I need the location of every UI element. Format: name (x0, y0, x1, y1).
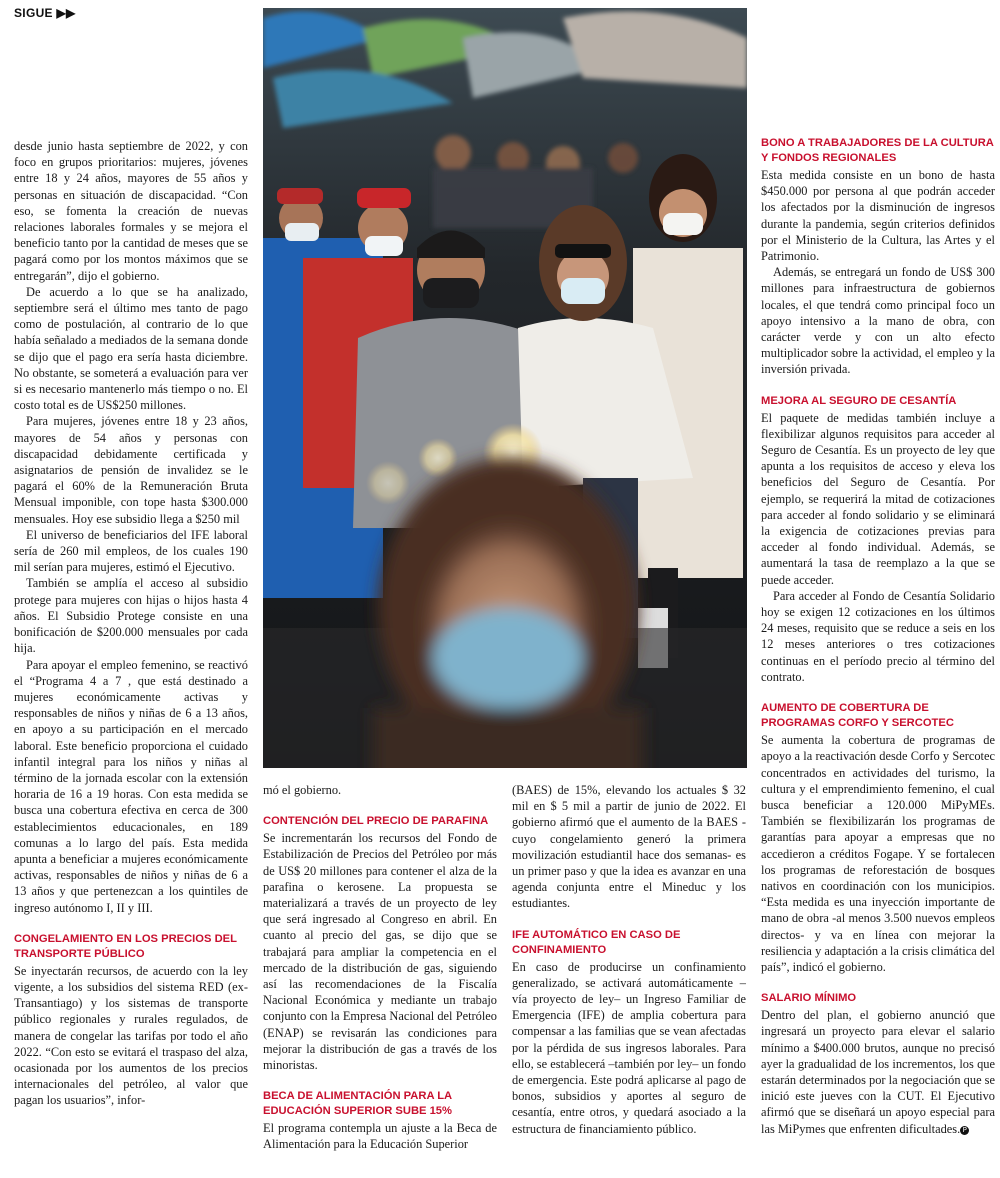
paragraph: Para apoyar el empleo femenino, se reactivó el “Programa 4 a 7 , que está destinado a mujeres económicamente activas y responsables de niños y niñas de 6 a 13 años, en apoyo a su participación en el mercado laboral. Este beneficio proporciona el cuidado infantil integral para los niños y niñas al término de la jornada escolar con la extensión horaria de 16 a 19 horas. Con esta medida se busca una cobertura efectiva en cerca de 300 establecimientos educacionales, en 189 comunas a lo largo del país. Esta medida apunta a beneficiar a mujeres económicamente activas, responsables de niños y niñas de 6 a 13 años y que pertenezcan a los quintiles de ingreso autónomo I, II y III. (14, 657, 248, 915)
crowd-photo (263, 8, 747, 768)
paragraph: También se amplía el acceso al subsidio protege para mujeres con hijas o hijos hasta 4 años. El Subsidio Protege consiste en una bonificación de $200.000 mensuales por cada hija. (14, 576, 248, 656)
paragraph: El paquete de medidas también incluye a flexibilizar algunos requisitos para acceder al Seguro de Cesantía. Es un proyecto de ley que apunta a los requisitos de acceso y eleva los beneficios del Seguro de Cesantía. Por ejemplo, se requerirá la mitad de cotizaciones para acceder al fondo solidario y se eliminará la exigencia de cotizaciones previas para acceder al fondo individual. Además, se aumentará la tasa de reemplazo a la que se puede acceder. (761, 410, 995, 587)
paragraph-text: Dentro del plan, el gobierno anunció que ingresará un proyecto para elevar el salario mínimo a $400.000 brutos, aunque no precisó ayer la gradualidad de los incrementos, los que estarán determinados por la negociación que se inició este jueves con la CUT. El Ejecutivo afirmó que se diseñará un apoyo especial para las MiPymes que enfrenten dificultades. (761, 1008, 995, 1136)
column-4 (761, 136, 995, 1137)
crowd-photo-icon (263, 8, 747, 768)
paragraph: (BAES) de 15%, elevando los actuales $ 32 mil en $ 5 mil a partir de junio de 2022. El gobierno afirmó que el aumento de la BAES -cuyo congelamiento generó la primera movilización estudiantil hace dos semanas- es un primer paso y que la idea es avanzar en una agenda conjunta entre el Mineduc y los estudiantes. (512, 783, 746, 911)
column-3 (512, 782, 746, 1137)
sigue-label: SIGUE ▶▶ (14, 6, 76, 20)
paragraph: El programa contempla un ajuste a la Beca de Alimentación para la Educación Superior (263, 1121, 497, 1152)
section-heading: CONGELAMIENTO EN LOS PRECIOS DEL TRANSPORTE PÚBLICO (14, 932, 237, 960)
paragraph: Se aumenta la cobertura de programas de apoyo a la reactivación desde Corfo y Sercotec concentrados en actividades del turismo, la cultura y el emprendimiento femenino, el cual busca beneficiar a 120.000 MiPyMEs. También se flexibilizarán los programas de garantías para apoyar a empresas que no accedieron a créditos Fogape. Y se fortalecen los programas de reforestación de bosques nativos en coordinación con los municipios. “Esta medida es una inyección importante de mano de obra -al menos 3.500 nuevos empleos directos- y va en línea con mejorar la resiliencia y adaptación a la crisis climática del país”, indicó el gobierno. (761, 733, 995, 974)
section-heading: IFE AUTOMÁTICO EN CASO DE CONFINAMIENTO (512, 928, 681, 956)
paragraph: En caso de producirse un confinamiento generalizado, se activará automáticamente –vía proyecto de ley– un Ingreso Familiar de Emergencia (IFE) de amplia cobertura para compensar a las familias que se vean afectadas por la pérdida de sus ingresos laborales. Para ello, se establecerá –también por ley– un fondo de emergencia. Este podrá aplicarse al pago de bonos, subsidios y aportes al seguro de cesantía, entre otros, y quedará asociado a la estructura de financiamiento público. (512, 959, 746, 1136)
paragraph: Para mujeres, jóvenes entre 18 y 23 años, mayores de 54 años y personas con discapacidad debidamente certificada y asignatarios de pensión de invalidez se le pagará el 60% de la Remuneración Bruta Mensual imponible, con tope hasta $300.000 mensuales. Hoy ese subsidio llega a $250 mil (14, 414, 248, 526)
paragraph: Además, se entregará un fondo de US$ 300 millones para infraestructura de gobiernos locales, el que tendrá como principal foco un apoyo intensivo a la mano de obra, con carácter verde y con un alto efecto multiplicador sobre la actividad, el empleo y la inversión privada. (761, 265, 995, 377)
section-heading: MEJORA AL SEGURO DE CESANTÍA (761, 394, 957, 407)
section-heading: AUMENTO DE COBERTURA DE PROGRAMAS CORFO Y SERCOTEC (761, 702, 954, 730)
paragraph: El universo de beneficiarios del IFE laboral sería de 260 mil empleos, de los cuales 190 mil serían para mujeres, estimó el Ejecutivo. (14, 527, 248, 575)
section-heading: BECA DE ALIMENTACIÓN PARA LA EDUCACIÓN SUPERIOR SUBE 15% (263, 1090, 452, 1118)
section-heading: CONTENCIÓN DEL PRECIO DE PARAFINA (263, 815, 489, 828)
column-2 (263, 782, 497, 1153)
paragraph (761, 1007, 995, 1137)
paragraph: Se incrementarán los recursos del Fondo de Estabilización de Precios del Petróleo por más de US$ 20 millones para contener el alza de la parafina o kerosene. La propuesta se materializará a través de un proyecto de ley que será ingresado al Congreso en abril. En cuanto al precio del gas, se dijo que se trabajará para ampliar la competencia en el mercado de la distribución de gas, siguiendo así las recomendaciones de la Fiscalía Nacional Económica y mediante un trabajo conjunto con la Empresa Nacional del Petróleo (ENAP) se revisarán las condiciones para mejorar la distribución de gas a través de los minoristas. (263, 831, 497, 1073)
section-heading: BONO A TRABAJADORES DE LA CULTURA Y FONDOS REGIONALES (761, 137, 994, 164)
paragraph: desde junio hasta septiembre de 2022, y con foco en grupos prioritarios: mujeres, jóvenes entre 18 y 24 años, mayores de 55 años y personas en situación de discapacidad. “Con eso, se fomenta la creación de nuevas relaciones laborales formales y se mejora el beneficio tanto por la cantidad de meses que se pagará como por los montos máximos que se entregarán”, dijo el gobierno. (14, 139, 248, 283)
paragraph: Esta medida consiste en un bono de hasta $450.000 por persona al que podrán acceder los afectados por la disminución de ingresos durante la pandemia, según criterios definidos por el Ministerio de la Cultura, las Artes y el Patrimonio. (761, 168, 995, 264)
paragraph: mó el gobierno. (263, 783, 342, 797)
paragraph: Para acceder al Fondo de Cesantía Solidario hoy se exigen 12 cotizaciones en los últimos 24 meses, requisito que se reduce a seis en los 12 meses anteriores o tres cotizaciones continuas en el período precio al término del contrato. (761, 588, 995, 684)
section-heading: SALARIO MÍNIMO (761, 992, 857, 1005)
paragraph: De acuerdo a lo que se ha analizado, septiembre será el último mes tanto de pago como de postulación, al contrario de lo que había señalado a mediados de la semana donde se dijo que el pago era sería hasta diciembre. No obstante, se someterá a evaluación para ver si es necesario mantenerlo más tiempo o no. El costo total es de US$250 millones. (14, 284, 248, 413)
end-mark-icon: P (960, 1126, 969, 1135)
column-1 (14, 138, 248, 1109)
paragraph: Se inyectarán recursos, de acuerdo con la ley vigente, a los subsidios del sistema RED (ex-Transantiago) y los sistemas de transporte público regionales y rurales regulados, de manera de congelar las tarifas por todo el año 2022. “Con esto se evitará el traspaso del alza, ocasionada por los aumentos de los precios internacionales del petróleo, al valor que pagan los usuarios”, infor- (14, 963, 248, 1108)
